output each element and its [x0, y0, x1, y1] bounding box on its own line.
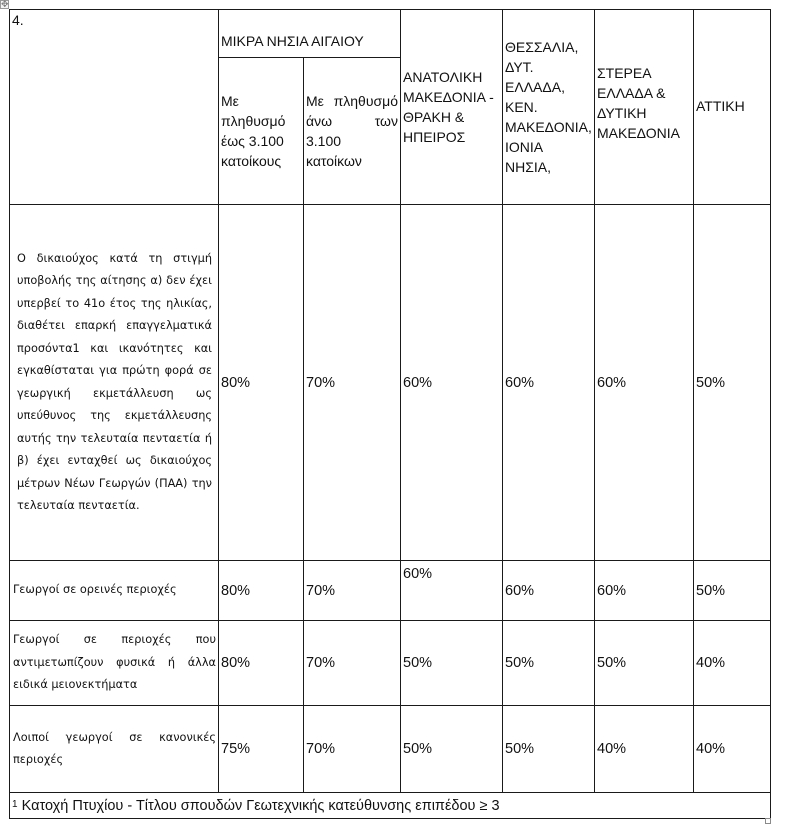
rate-cell: 70% [304, 621, 401, 706]
rate-cell: 50% [595, 621, 694, 706]
rate-cell: 80% [219, 205, 304, 561]
rate-cell: 60% [595, 205, 694, 561]
rate-cell: 70% [304, 706, 401, 793]
rate-cell: 60% [503, 205, 595, 561]
sub-header-up-to-3100: Με πληθυσμό έως 3.100 κατοίκους [219, 58, 304, 205]
table-number-label: 4. [12, 12, 24, 28]
rate-cell: 50% [503, 621, 595, 706]
rate-cell: 80% [219, 621, 304, 706]
footnote-text: Κατοχή Πτυχίου - Τίτλου σπουδών Γεωτεχνικής κατεύθυνσης επιπέδου ≥ 3 [21, 797, 500, 814]
rate-cell: 70% [304, 561, 401, 621]
region-header-thessaly: ΘΕΣΣΑΛΙΑ, ΔΥΤ. ΕΛΛΑΔΑ, ΚΕΝ. ΜΑΚΕΔΟΝΙΑ, ΙΟΝΙΑ ΝΗΣΙΑ, [503, 10, 595, 205]
rate-cell: 50% [503, 706, 595, 793]
footnote-marker: 1 [12, 798, 18, 810]
rate-cell: 40% [595, 706, 694, 793]
rate-cell: 70% [304, 205, 401, 561]
table-move-handle-icon[interactable]: ✥ [1, 0, 9, 10]
row-label-young-farmers: Ο δικαιούχος κατά τη στιγμή υποβολής της αίτησης α) δεν έχει υπερβεί το 41ο έτος της ηλικίας, διαθέτει επαρκή επαγγελματικά προσόντα1 και ικανότητες και εγκαθίσταται για πρώτη φορά σε γεωργική εκμετάλλευση ως υπεύθυνος της εκμετάλλευσης αυτής την τελευταία πενταετία ή β) έχει ενταχθεί ως δικαιούχος μέτρων Νέων Γεωργών (ΠΑΑ) την τελευταία πενταετία. [10, 205, 219, 561]
sub-header-over-3100: Με πληθυσμό άνω των 3.100 κατοίκων [304, 58, 401, 205]
rate-cell: 50% [401, 706, 503, 793]
row-label-disadvantaged-areas: Γεωργοί σε περιοχές που αντιμετωπίζουν φυσικά ή άλλα ειδικά μειονεκτήματα [10, 621, 219, 706]
subsidy-rate-table [9, 9, 771, 819]
row-label-other-farmers: Λοιποί γεωργοί σε κανονικές περιοχές [10, 706, 219, 793]
rate-cell: 60% [401, 561, 503, 621]
rate-cell: 50% [694, 561, 771, 621]
table-resize-handle-icon[interactable] [765, 818, 771, 824]
row-label-mountain-farmers: Γεωργοί σε ορεινές περιοχές [10, 561, 219, 621]
rate-cell: 60% [401, 205, 503, 561]
rate-cell: 60% [595, 561, 694, 621]
footnote [10, 793, 771, 819]
rate-cell: 40% [694, 706, 771, 793]
table-corner-cell [10, 10, 219, 205]
rate-cell: 50% [694, 205, 771, 561]
rate-cell: 75% [219, 706, 304, 793]
rate-cell: 60% [503, 561, 595, 621]
group-header-small-aegean-islands: ΜΙΚΡΑ ΝΗΣΙΑ ΑΙΓΑΙΟΥ [219, 10, 401, 58]
region-header-east-macedonia: ΑΝΑΤΟΛΙΚΗ ΜΑΚΕΔΟΝΙΑ - ΘΡΑΚΗ & ΗΠΕΙΡΟΣ [401, 10, 503, 205]
rate-cell: 80% [219, 561, 304, 621]
region-header-sterea: ΣΤΕΡΕΑ ΕΛΛΑΔΑ & ΔΥΤΙΚΗ ΜΑΚΕΔΟΝΙΑ [595, 10, 694, 205]
rate-cell: 40% [694, 621, 771, 706]
rate-cell: 50% [401, 621, 503, 706]
region-header-attica: ΑΤΤΙΚΗ [694, 10, 771, 205]
